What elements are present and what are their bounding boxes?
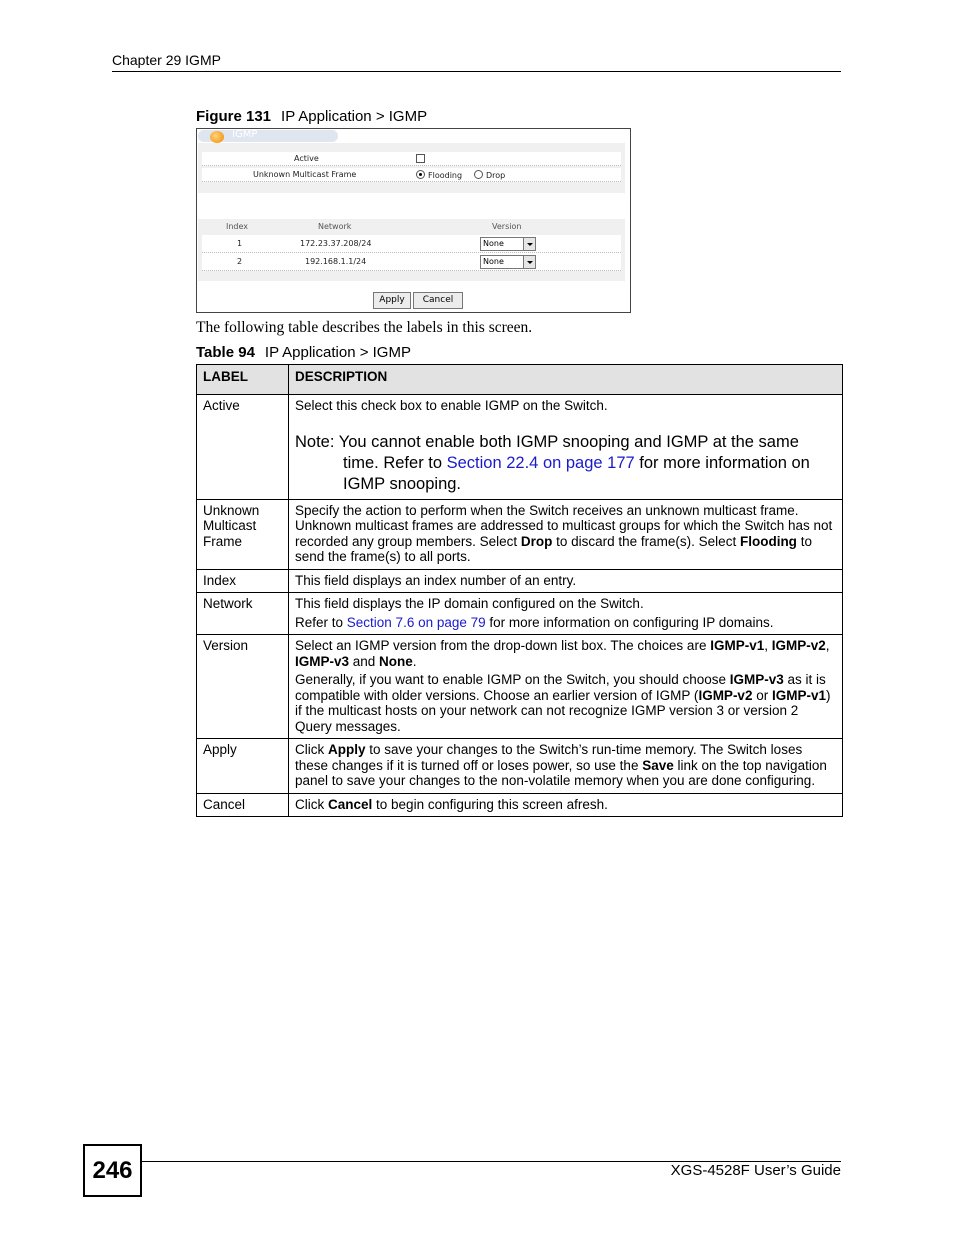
description-bold: None: [379, 653, 413, 669]
description-column-header: DESCRIPTION: [289, 365, 843, 395]
network-column-header: Network: [318, 222, 352, 231]
row-label: Network: [197, 593, 289, 635]
row-description: [289, 499, 843, 569]
table-caption: [196, 344, 411, 361]
row-label: Active: [197, 395, 289, 500]
row-description: [289, 635, 843, 739]
description-text: .: [412, 653, 417, 669]
version-guidance: [295, 672, 836, 734]
row-label: Unknown Multicast Frame: [197, 499, 289, 569]
description-bold: IGMP-v1: [710, 638, 765, 653]
index-column-header: Index: [226, 222, 249, 231]
network-table-panel: [198, 219, 625, 281]
settings-panel: [198, 143, 625, 193]
note-text: for more information on IGMP snooping.: [343, 453, 810, 493]
row-description: [289, 793, 843, 817]
intro-text: The following table describes the labels in this screen.: [196, 319, 533, 336]
description-text: ,: [764, 638, 772, 653]
description-text: to send the frame(s) to all ports.: [295, 533, 812, 564]
section-link[interactable]: Section 22.4 on page 177: [446, 453, 635, 472]
row-network: 172.23.37.208/24: [300, 239, 372, 248]
header-rule: [112, 71, 841, 72]
page-number: 246: [83, 1144, 142, 1197]
description-text: and: [349, 653, 380, 669]
table-row: [197, 499, 843, 569]
description-text: or: [752, 687, 772, 703]
table-row: [197, 635, 843, 739]
row-index: 1: [237, 239, 243, 248]
version-select[interactable]: [480, 237, 536, 251]
table-row: [202, 253, 621, 271]
drop-radio[interactable]: [474, 170, 483, 179]
table-row: [197, 395, 843, 500]
row-label: Index: [197, 569, 289, 593]
igmp-tab[interactable]: [198, 130, 338, 142]
row-label: Apply: [197, 739, 289, 794]
row-network: 192.168.1.1/24: [305, 257, 367, 266]
dropdown-arrow-icon: [523, 256, 535, 268]
orange-bullet-icon: [210, 131, 224, 143]
description-bold: IGMP-v3: [295, 653, 350, 669]
description-text: as it is compatible with older versions. Choose an earlier version of IGMP (: [295, 672, 826, 703]
description-text: Generally, if you want to enable IGMP on the Switch, you should choose: [295, 672, 730, 687]
figure-title: IP Application > IGMP: [281, 108, 428, 125]
description-text: to discard the frame(s). Select: [552, 533, 740, 549]
description-bold: Apply: [328, 742, 366, 757]
active-label: Active: [294, 154, 319, 163]
apply-button[interactable]: Apply: [373, 292, 411, 309]
description-text: link on the top navigation panel to save your changes to the non-volatile memory when you are done configuring.: [295, 757, 827, 788]
description-bold: Save: [642, 757, 674, 773]
label-column-header: LABEL: [197, 365, 289, 395]
active-checkbox[interactable]: [416, 154, 425, 163]
version-choices: [295, 638, 836, 669]
table-header-row: [197, 365, 843, 395]
version-select-value: None: [483, 239, 504, 248]
description-text: Click: [295, 742, 328, 757]
version-select-value: None: [483, 257, 504, 266]
version-select[interactable]: [480, 255, 536, 269]
cancel-button[interactable]: Cancel: [413, 292, 463, 309]
table-row: [197, 593, 843, 635]
igmp-tab-label: IGMP: [232, 129, 258, 140]
row-description: [289, 739, 843, 794]
table-row: [197, 739, 843, 794]
drop-label: Drop: [486, 171, 506, 180]
active-description: Select this check box to enable IGMP on the Switch.: [295, 398, 608, 413]
network-description: This field displays the IP domain configured on the Switch.: [295, 596, 644, 611]
description-text: Specify the action to perform when the Switch receives an unknown multicast frame. Unknown multicast frames are addressed to multicast groups for which the Switch has not recorded any group members. Select: [295, 502, 833, 549]
description-text: for more information on configuring IP domains.: [485, 614, 774, 630]
row-description: [289, 395, 843, 500]
note-text: Note: You cannot enable both IGMP snooping and IGMP at the same time. Refer to: [295, 432, 799, 472]
guide-title: XGS-4528F User’s Guide: [670, 1162, 841, 1179]
row-index: 2: [237, 257, 243, 266]
description-text: Click: [295, 796, 328, 812]
figure-caption: [196, 108, 427, 125]
description-text: to begin configuring this screen afresh.: [372, 796, 608, 812]
description-text: to save your changes to the Switch’s run-time memory. The Switch loses these changes if it is turned off or loses power, so use the: [295, 742, 803, 773]
description-text: Select an IGMP version from the drop-down list box. The choices are: [295, 638, 711, 653]
flooding-radio[interactable]: [416, 170, 425, 179]
description-bold: IGMP-v3: [729, 672, 784, 687]
table-title: IP Application > IGMP: [264, 344, 411, 361]
active-row: [202, 152, 621, 166]
row-description: This field displays an index number of an entry.: [289, 569, 843, 593]
unknown-multicast-label: Unknown Multicast Frame: [253, 170, 357, 179]
chapter-header: Chapter 29 IGMP: [112, 52, 221, 68]
row-label: Version: [197, 635, 289, 739]
description-bold: IGMP-v2: [698, 687, 753, 703]
igmp-screenshot: [196, 128, 631, 313]
table-row: [202, 235, 621, 253]
description-bold: Cancel: [328, 796, 373, 812]
version-column-header: Version: [492, 222, 522, 231]
description-table: [196, 364, 843, 817]
table-label: Table 94: [196, 344, 255, 361]
table-row: [197, 793, 843, 817]
description-bold: Drop: [520, 533, 553, 549]
table-row: [197, 569, 843, 593]
flooding-label: Flooding: [428, 171, 463, 180]
dropdown-arrow-icon: [523, 238, 535, 250]
unknown-multicast-row: [202, 168, 621, 182]
row-description: [289, 593, 843, 635]
row-label: Cancel: [197, 793, 289, 817]
description-bold: IGMP-v1: [771, 687, 826, 703]
description-text: Refer to: [295, 614, 347, 630]
description-text: ) if the multicast hosts on your network can not recognize IGMP version 3 or version 2 Query messages.: [295, 687, 831, 734]
description-bold: IGMP-v2: [771, 638, 826, 653]
figure-label: Figure 131: [196, 108, 272, 125]
description-text: ,: [825, 638, 830, 653]
network-reference: [295, 615, 836, 631]
active-note: [295, 432, 836, 495]
description-bold: Flooding: [739, 533, 797, 549]
section-link[interactable]: Section 7.6 on page 79: [346, 614, 486, 630]
